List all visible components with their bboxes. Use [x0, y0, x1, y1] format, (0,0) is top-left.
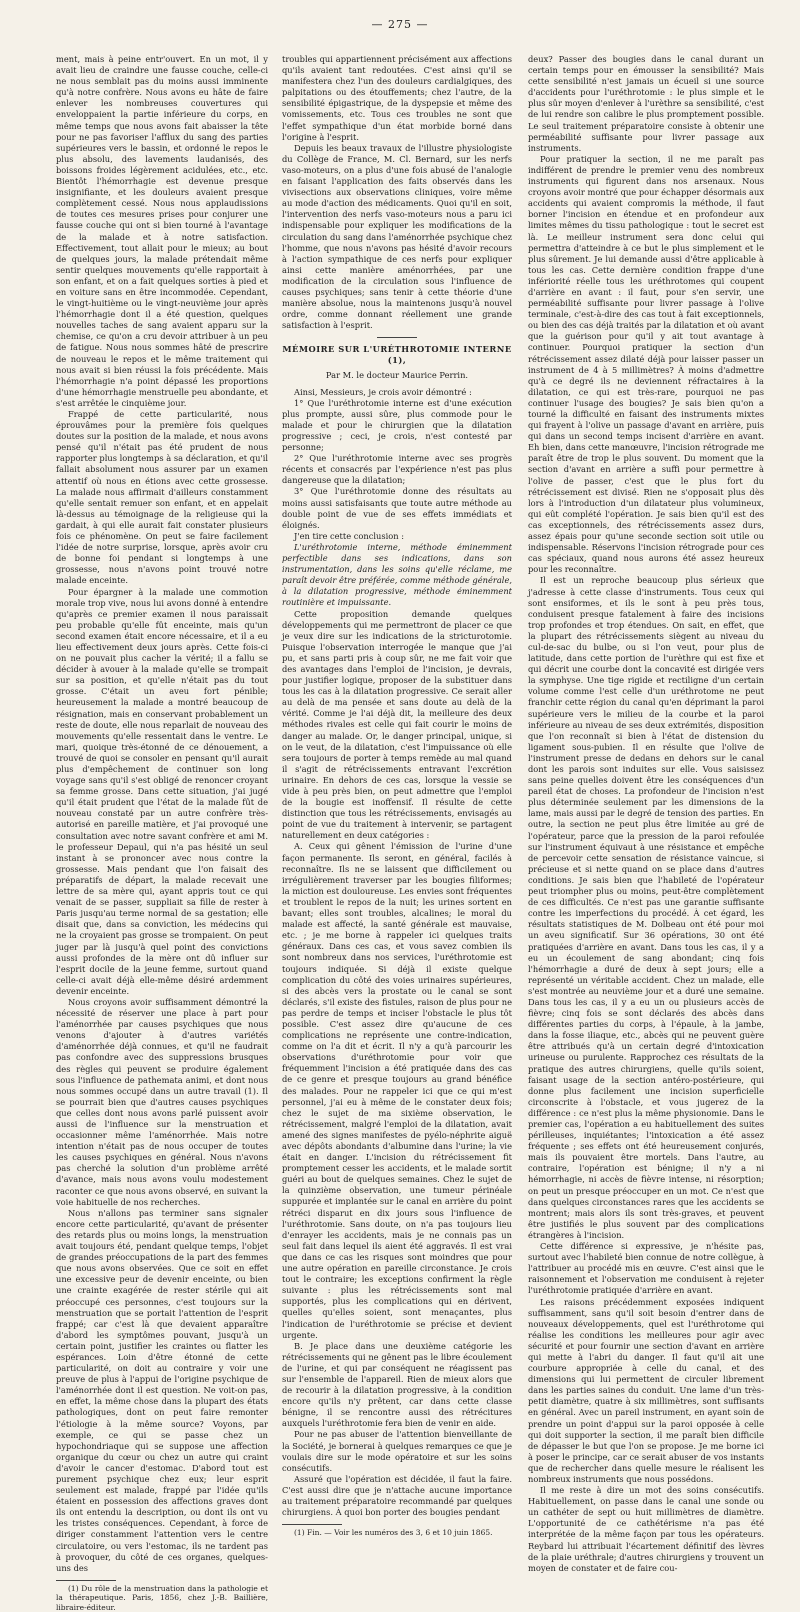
paragraph: troubles qui appartiennent précisément aux affections qu'ils avaient tant redoutées. C'est ainsi qu'il se manifestera chez l'un des douleurs cardialgiques, des palpitations ou des étouffements; chez l'autre, de la sensibilité épigastrique, de la dyspepsie et même des vomissements, etc. Tous ces troubles ne sont que l'effet sympathique d'un état morbide borné dans l'origine à l'esprit. — [282, 54, 512, 142]
section-divider — [377, 337, 417, 338]
footnote-divider — [56, 1580, 116, 1581]
article-author: Par M. le docteur Maurice Perrin. — [325, 369, 469, 380]
paragraph: Pour ne pas abuser de l'attention bienveillante de la Société, je bornerai à quelques remarques ce que je voulais dire sur le mode opératoire et sur les soins consécutifs. — [282, 1429, 512, 1473]
paragraph: Nous n'allons pas terminer sans signaler encore cette particularité, qu'avant de présenter des retards plus ou moins longs, la menstruation avait toujours été, pendant quelque temps, l'objet de grandes préoccupations de la part des femmes que nous avons observées. Que ce soit en effet une excessive peur de devenir enceinte, ou bien une crainte exagérée de rester stérile qui ait préoccupé ces personnes, c'est toujours sur la menstruation que se portait l'attention de l'esprit frappé; car c'est là que devaient apparaître d'abord les symptômes pouvant, jusqu'à un certain point, justifier les craintes ou flatter les espérances. Loin d'être étonné de cette particularité, on doit au contraire y voir une preuve de plus à l'appui de l'origine psychique de l'aménorrhée dont il est question. Ne voit-on pas, en effet, la même chose dans la plupart des états pathologiques, dont on peut faire remonter l'étiologie à la même source? Voyons, par exemple, ce qui se passe chez un hypochondriaque qui se suppose une affection organique du cœur ou chez un autre qui craint d'avoir le cancer d'estomac. D'abord tout est purement psychique chez eux; leur esprit seulement est malade, frappé par l'idée qu'ils étaient en possession des affections graves dont ils ont entendu la description, ou dont ils ont vu les tristes conséquences. Cependant, à force de diriger constamment l'attention vers le centre circulatoire, ou vers l'estomac, ils ne tardent pas à provoquer, du côté de ces organes, quelques-uns des — [56, 1207, 268, 1573]
footnote: (1) Du rôle de la menstruation dans la pathologie et la thérapeutique. Paris, 1856, chez J.-B. Baillière, libraire-éditeur. — [56, 1583, 268, 1612]
paragraph: ment, mais à peine entr'ouvert. En un mot, il y avait lieu de craindre une fausse couche, celle-ci ne nous semblait pas du moins aussi imminente qu'à notre confrère. Nous avons eu hâte de faire enlever les nombreuses couvertures qui enveloppaient la partie inférieure du corps, en même temps que nous avons fait abaisser la tête pour ne pas favoriser l'afflux du sang des parties supérieures vers le bassin, et ordonné le repos le plus absolu, des lavements laudanisés, des boissons froides légèrement acidulées, etc., etc. Bientôt l'hémorrhagie est devenue presque insignifiante, et les douleurs avaient presque complètement cessé. Nous nous applaudissions de toutes ces mesures prises pour conjurer une fausse couche qui ont si bien tourné à l'avantage de la malade et à notre satisfaction. Effectivement, tout allait pour le mieux; au bout de quelques jours, la malade prétendait même sentir quelques mouvements qu'elle rapportait à son enfant, et on a fait quelques sorties à pied et en voiture sans en être incommodée. Cependant, le vingt-huitième ou le vingt-neuvième jour après l'hémorrhagie dont il a été question, quelques nouvelles taches de sang avaient apparu sur la chemise, ce qu'on a cru devoir attribuer à un peu de fatigue. Nous nous sommes hâté de prescrire de nouveau le repos et le même traitement qui nous avait si bien réussi la fois précédente. Mais l'hémorrhagie n'a point dépassé les proportions d'une hémorrhagie menstruelle peu abondante, et s'est arrêtée le cinquième jour. — [56, 54, 268, 408]
paragraph: 3° Que l'uréthrotomie donne des résultats au moins aussi satisfaisants que toute autre méthode au double point de vue de ses effets immédiats et éloignés. — [282, 486, 512, 530]
paragraph: Les raisons précédemment exposées indiquent suffisamment, sans qu'il soit besoin d'entrer dans de nouveaux développements, quel est l'uréthrotome qui réalise les conditions les meilleures pour agir avec sécurité et pour fournir une section d'avant en arrière qui mette à l'abri du danger. Il faut qu'il ait une courbure appropriée à celle du canal, et des dimensions qui lui permettent de circuler librement dans les parties saines du conduit. Une lame d'un très-petit diamètre, quatre à six millimètres, sont suffisants en général. Avec un pareil instrument, en ayant soin de prendre un point d'appui sur la paroi opposée à celle qui doit supporter la section, il me paraît bien difficile de dépasser le but que l'on se propose. Je me borne ici à poser le principe, car ce serait abuser de vos instants que de rechercher dans quelle mesure le réalisent les nombreux instruments que nous possédons. — [528, 1296, 764, 1484]
paragraph: 2° Que l'uréthrotomie interne avec ses progrès récents et consacrés par l'expérience n'est pas plus dangereuse que la dilatation; — [282, 453, 512, 486]
paragraph: Assuré que l'opération est décidée, il faut la faire. C'est aussi dire que je n'attache aucune importance au traitement préparatoire recommandé par quelques chirurgiens. À quoi bon porter des bougies pendant — [282, 1473, 512, 1518]
paragraph: Cette proposition demande quelques développements qui me permettront de placer ce que je veux dire sur les indications de la stricturotomie. Puisque l'observation interrogée le manque que j'ai pu, et sans parti pris à coup sûr, ne me fait voir que des avantages dans l'emploi de l'incision, je devrais, pour justifier logique, proposer de la substituer dans tous les cas à la dilatation progressive. Ce serait aller au delà de ma pensée et sans doute au delà de la vérité. Comme je l'ai déjà dit, la meilleure des deux méthodes rivales est celle qui fait courir le moins de danger au malade. Or, le danger principal, unique, si on le veut, de la dilatation, c'est l'impuissance où elle sera toujours de porter à temps remède au mal quand il s'agit de rétrécissements entravant l'excrétion urinaire. En dehors de ces cas, lorsque la vessie se vide à peu près bien, on peut admettre que l'emploi de la bougie est inoffensif. Il résulte de cette distinction que tous les rétrécissements, envisagés au point de vue du traitement à intervenir, se partagent naturellement en deux catégories : — [282, 608, 512, 841]
paragraph: A. Ceux qui gênent l'émission de l'urine d'une façon permanente. Ils seront, en général, facilés à reconnaître. Ils ne se laissent que difficilement ou irrégulièrement traverser par les bougies filiformes; la miction est douloureuse. Les envies sont fréquentes et troublent le repos de la nuit; les urines sortent en bavant; elles sont troubles, alcalines; le moral du malade est affecté, la santé générale est mauvaise, etc. ; je me borne à rappeler ici quelques traits généraux. Dans ces cas, et vous savez combien ils sont nombreux dans nos services, l'uréthrotomie est toujours indiquée. Si déjà il existe quelque complication du côté des voies urinaires supérieures, si des abcès vers la prostate ou le canal se sont déclarés, s'il existe des fistules, raison de plus pour ne pas perdre de temps et inciser l'obstacle le plus tôt possible. C'est assez dire qu'aucune de ces complications ne représente une contre-indication, comme on l'a dit et écrit. Il n'y a qu'à parcourir les observations d'uréthrotomie pour voir que fréquemment l'incision a été pratiquée dans des cas de ce genre et presque toujours au grand bénéfice des malades. Pour ne rappeler ici que ce qui m'est personnel, j'ai eu à même de le constater deux fois; chez le sujet de ma sixième observation, le rétrécissement, malgré l'emploi de la dilatation, avait amené des signes manifestes de pyélo-néphrite aiguë avec dépôts abondants d'albumine dans l'urine; la vie était en danger. L'incision du rétrécissement fit promptement cesser les accidents, et le malade sortit guéri au bout de quelques semaines. Chez le sujet de la quinzième observation, une tumeur périnéale suppurée et implantée sur le canal en arrière du point rétréci disparut en dix jours sous l'influence de l'uréthrotomie. Sans doute, on n'a pas toujours lieu d'enrayer les accidents, mais je ne connais pas un seul fait dans lequel ils aient été aggravés. Il est vrai que dans ce cas les risques sont moindres que pour une autre opération en pareille circonstance. Je crois tout le contraire; les exceptions confirment la règle suivante : plus les rétrécissements sont mal supportés, plus les complications qui en dérivent, quelles qu'elles soient, sont menaçantes, plus l'indication de l'uréthrotomie se précise et devient urgente. — [282, 841, 512, 1340]
column-3 — [528, 54, 764, 1573]
paragraph: Pour pratiquer la section, il ne me paraît pas indifférent de prendre le premier venu des nombreux instruments qui figurent dans nos arsenaux. Nous croyons avoir montré que pour échapper désormais aux accidents qui avaient compromis la méthode, il faut borner l'incision en étendue et en profondeur aux limites mêmes du tissu pathologique : tout le secret est là. Le meilleur instrument sera donc celui qui permettra d'atteindre à ce but le plus simplement et le plus sûrement. Je lui demande aussi d'être applicable à tous les cas. Cette dernière condition frappe d'une infériorité réelle tous les uréthrotomes qui coupent d'arrière en avant : il faut, pour s'en servir, une perméabilité suffisante pour livrer passage à l'olive terminale, c'est-à-dire des cas tout à fait exceptionnels, ou bien des cas déjà traités par la dilatation et où avant que la guérison pour qu'il y ait tout avantage à continuer. Pourquoi pratiquer la section d'un rétrécissement assez dilaté déjà pour laisser passer un instrument de 4 à 5 millimètres? À moins d'admettre qu'à ce degré ils ne deviennent réfractaires à la dilatation, ce qui est très-rare, pourquoi ne pas continuer l'usage des bougies? Je sais bien qu'on a tourné la difficulté en faisant des instruments mixtes qui frayent à l'olive un passage d'avant en arrière, puis qui dans un second temps incisent d'arrière en avant. Eh bien, dans cette manœuvre, l'incision rétrograde me paraît être de trop le plus souvent. Du moment que la section d'avant en arrière a suffi pour permettre à l'olive de passer, c'est que le plus fort du rétrécissement est divisé. Rien ne s'opposait plus dès lors à l'introduction d'un dilatateur plus volumineux, qui eût complété l'opération. Je sais bien qu'il est des cas exceptionnels, des rétrécissements assez durs, assez épais pour qu'une seconde section soit utile ou indispensable. Réservons l'incision rétrograde pour ces cas spéciaux, quand nous aurons été assez heureux pour les reconnaître. — [528, 153, 764, 575]
paragraph: Nous croyons avoir suffisamment démontré la nécessité de réserver une place à part pour l'aménorrhée par causes psychiques que nous venons d'ajouter à d'autres variétés d'aménorrhée déjà connues, et qu'il ne faudrait pas confondre avec des suppressions brusques des règles qui peuvent se produire également sous l'influence de pathemata animi, et dont nous nous sommes occupé dans un autre travail (1). Il se pourrait bien que d'autres causes psychiques que celles dont nous avons parlé puissent avoir aussi de l'influence sur la menstruation et occasionner même l'aménorrhée. Mais notre intention n'était pas de nous occuper de toutes les causes psychiques en général. Nous n'avons pas cherché la solution d'un problème arrêté d'avance, mais nous avons voulu modestement raconter ce que nous avons observé, en suivant la voie habituelle de nos recherches. — [56, 996, 268, 1207]
article-title: MÉMOIRE SUR L'URÉTHROTOMIE INTERNE (1), — [282, 344, 512, 366]
paragraph: Ainsi, Messieurs, je crois avoir démontré : — [294, 386, 472, 397]
paragraph: Pour épargner à la malade une commotion morale trop vive, nous lui avons donné à entendre qu'après ce premier examen il nous paraissait peu probable qu'elle fût enceinte, mais qu'un second examen était encore nécessaire, et il a eu lieu effectivement deux jours après. Cette fois-ci on ne pouvait plus cacher la vérité; il a fallu se décider à avouer à la malade qu'elle se trompait sur sa position, et qu'elle n'était pas du tout grosse. C'était un aveu fort pénible; heureusement la malade a montré beaucoup de résignation, mais en conservant probablement un reste de doute, elle nous reparlait de nouveau des mouvements qu'elle ressentait dans le ventre. Le mari, quoique très-étonné de ce dénouement, a trouvé de quoi se consoler en pensant qu'il aurait plus d'empêchement de continuer son long voyage sans qu'il s'est obligé de renoncer croyant sa femme grosse. Dans cette situation, j'ai jugé qu'il était prudent que l'état de la malade fût de nouveau constaté par un autre confrère très-autorisé en pareille matière, et j'ai provoqué une consultation avec notre savant confrère et ami M. le professeur Depaul, qui n'a pas hésité un seul instant à se prononcer avec nous contre la grossesse. Mais pendant que l'on faisait des préparatifs de départ, la malade recevait une lettre de sa mère qui, ayant appris tout ce qui venait de se passer, suppliait sa fille de rester à Paris jusqu'au terme normal de sa gestation; elle disait que, dans sa conviction, les médecins qui ne la croyaient pas grosse se trompaient. On peut juger par là jusqu'à quel point des convictions aussi profondes de la mère ont dû influer sur l'esprit docile de la jeune femme, surtout quand celle-ci avait déjà elle-même désiré ardemment devenir enceinte. — [56, 586, 268, 996]
column-2 — [282, 54, 512, 1538]
paragraph: Il est un reproche beaucoup plus sérieux que j'adresse à cette classe d'instruments. Tous ceux qui sont ensiformes, et ils le sont à peu près tous, conduisent presque fatalement à faire des incisions trop profondes et trop étendues. On sait, en effet, que la plupart des rétrécissements siègent au niveau du cul-de-sac du bulbe, ou si l'on veut, pour plus de latitude, dans cette portion de l'urèthre qui est fixe et qui décrit une courbe dont la concavité est dirigée vers la symphyse. Une tige rigide et rectiligne d'un certain volume comme l'est celle d'un uréthrotome ne peut franchir cette région du canal qu'en déprimant la paroi supérieure vers le milieu de la courbe et la paroi inférieure au niveau de ses deux extrémités, disposition que l'on reconnaît si bien à l'état de distension du ligament sous-pubien. Il en résulte que l'olive de l'instrument presse de dedans en dehors sur le canal dont les parois sont induites sur elle. Vous saisissez sans peine quelles doivent être les conséquences d'un pareil état de choses. La profondeur de l'incision n'est plus déterminée seulement par les dimensions de la lame, mais aussi par le degré de tension des parties. En outre, la section ne peut plus être limitée au gré de l'opérateur, parce que la pression de la paroi refoulée sur l'instrument équivaut à une résistance et empêche de percevoir cette sensation de résistance vaincue, si précieuse et si nette quand on se place dans d'autres conditions. Je sais bien que l'habileté de l'opérateur peut triompher plus ou moins, peut-être complètement de ces difficultés. Ce n'est pas une garantie suffisante contre les imperfections du procédé. À cet égard, les résultats statistiques de M. Dolbeau ont été pour moi un aveu significatif. Sur 36 opérations, 30 ont été pratiquées d'arrière en avant. Dans tous les cas, il y a eu un écoulement de sang abondant; cinq fois l'hémorrhagie a duré de deux à sept jours; elle a représenté un véritable accident. Chez un malade, elle s'est montrée au neuvième jour et a duré une semaine. Dans tous les cas, il y a eu un ou plusieurs accès de fièvre; cinq fois se sont déclarés des abcès dans différentes parties du corps, à l'épaule, à la jambe, dans la fosse iliaque, etc., abcès qui ne peuvent guère être attribués qu'à un certain degré d'intoxication urineuse ou purulente. Rapprochez ces résultats de la pratique des autres chirurgiens, quelle qu'ils soient, faisant usage de la section antéro-postérieure, qui donne plus facilement une incision superficielle circonscrite à l'obstacle, et vous jugerez de la différence : ce n'est plus la même physionomie. Dans le premier cas, l'opération a eu habituellement des suites périlleuses, inquiétantes; l'intoxication a été assez fréquente ; ses effets ont été heureusement conjurés, mais ils pouvaient être mortels. Dans l'autre, au contraire, l'opération est bénigne; il n'y a ni hémorrhagie, ni accès de fièvre intense, ni résorption; on peut un presque préoccuper en un mot. Ce n'est que dans quelques circonstances rares que les accidents se montrent; mais alors ils sont très-graves, et peuvent être justifiés le plus souvent par des complications étrangères à l'incision. — [528, 575, 764, 1240]
paragraph: deux? Passer des bougies dans le canal durant un certain temps pour en émousser la sensibilité? Mais cette sensibilité n'est jamais un écueil si une source d'accidents pour l'uréthrotomie : le plus simple et le plus sûr moyen d'enlever à l'urèthre sa sensibilité, c'est de lui rendre son calibre le plus promptement possible. Le seul traitement préparatoire consiste à obtenir une perméabilité suffisante pour livrer passage aux instruments. — [528, 54, 764, 153]
footnote-divider — [282, 1524, 342, 1525]
paragraph-italic: L'uréthrotomie interne, méthode éminemment perfectible dans ses indications, dans son instrumentation, dans les soins qu'elle réclame, me paraît devoir être préférée, comme méthode générale, à la dilatation progressive, méthode éminemment routinière et impuissante. — [282, 541, 512, 608]
paragraph: 1° Que l'uréthrotomie interne est d'une exécution plus prompte, aussi sûre, plus commode pour le malade et pour le chirurgien que la dilatation progressive ; ceci, je crois, n'est contesté par personne; — [282, 397, 512, 453]
column-1 — [56, 54, 268, 1612]
paragraph: J'en tire cette conclusion : — [294, 530, 405, 541]
paragraph: Frappé de cette particularité, nous éprouvâmes pour la première fois quelques doutes sur la position de la malade, et nous avons pensé qu'il n'était pas été prudent de nous rapporter plus longtemps à sa déclaration, et qu'il fallait absolument nous assurer par un examen attentif où nous en étions avec cette grossesse. La malade nous affirmait d'ailleurs constamment qu'elle sentait remuer son enfant, et en appelait là-dessus au témoignage de la religieuse qui la gardait, à qui elle aurait fait constater plusieurs fois ce phénomène. On peut se faire facilement l'idée de notre surprise, lorsque, après avoir cru de bonne foi pendant si longtemps à une grossesse, nous n'avons point trouvé notre malade enceinte. — [56, 409, 268, 586]
paragraph: Depuis les beaux travaux de l'illustre physiologiste du Collège de France, M. Cl. Bernard, sur les nerfs vaso-moteurs, on a plus d'une fois abusé de l'analogie en faisant l'application des faits observés dans les vivisections aux observations cliniques, voire même au mode d'action des médicaments. Quoi qu'il en soit, l'intervention des nerfs vaso-moteurs nous a paru ici indispensable pour expliquer les modifications de la circulation du sang dans l'aménorrhée psychique chez l'homme, que nous n'avons pas hésité d'avoir recours à l'action sympathique de ces nerfs pour expliquer ainsi cette manière aménorrhées, par une modification de la circulation sous l'influence de causes psychiques; sans tenir à cette théorie d'une manière absolue, nous la maintenons jusqu'à nouvel ordre, comme donnant réellement une grande satisfaction à l'esprit. — [282, 142, 512, 331]
page-number: — 275 — — [371, 18, 429, 31]
footnote: (1) Fin. — Voir les numéros des 3, 6 et 10 juin 1865. — [294, 1528, 493, 1538]
paragraph: Il me reste à dire un mot des soins consécutifs. Habituellement, on passe dans le canal une sonde ou un cathéter de sept ou huit millimètres de diamètre. L'opportunité de ce cathétérisme n'a pas été interprétée de la même façon par tous les opérateurs. Reybard lui attribuait l'écartement définitif des lèvres de la plaie uréthrale; d'autres chirurgiens y trouvent un moyen de constater et de faire cou- — [528, 1485, 764, 1573]
paragraph: B. Je place dans une deuxième catégorie les rétrécissements qui ne gênent pas le libre écoulement de l'urine, et qui par conséquent ne réagissent pas sur l'ensemble de l'appareil. Rien de mieux alors que de recourir à la dilatation progressive, à la condition encore qu'ils n'y prêtent, car dans cette classe bénigne, il se rencontre aussi des rétrécitures auxquels l'uréthrotomie fera bien de venir en aide. — [282, 1340, 512, 1429]
paragraph: Cette différence si expressive, je n'hésite pas, surtout avec l'habileté bien connue de notre collègue, à l'attribuer au procédé mis en œuvre. C'est ainsi que le raisonnement et l'observation me conduisent à rejeter l'uréthrotomie pratiquée d'arrière en avant. — [528, 1241, 764, 1296]
